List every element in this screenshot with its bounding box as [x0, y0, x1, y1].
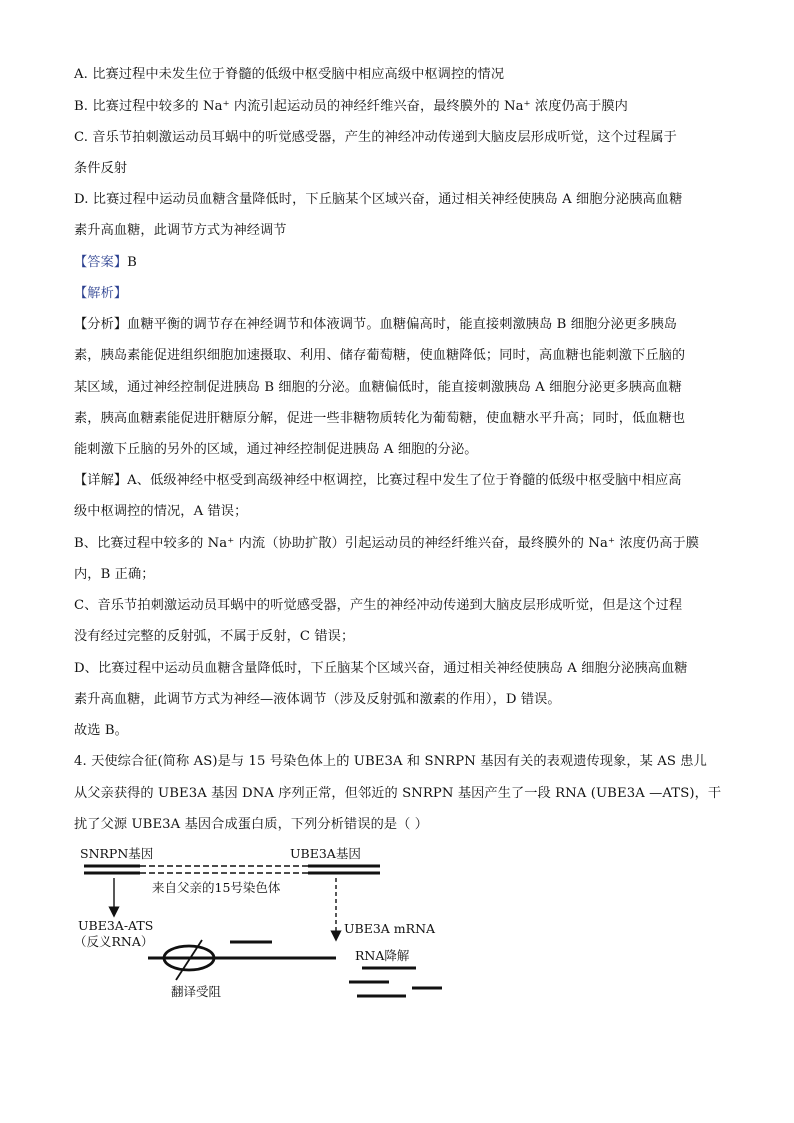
option-c-cont: 条件反射 [74, 161, 128, 176]
question-4-line: 4. 天使综合征(简称 AS)是与 15 号染色体上的 UBE3A 和 SNRPN 基因有关的表观遗传现象，某 AS 患儿 [74, 754, 707, 769]
degraded-rna-fragments [349, 968, 442, 996]
option-c: C. 音乐节拍刺激运动员耳蜗中的听觉感受器，产生的神经冲动传递到大脑皮层形成听觉，这个过程属于 [74, 130, 677, 145]
detail-line: 没有经过完整的反射弧，不属于反射，C 错误； [74, 629, 355, 644]
ube3a-gene-label: UBE3A基因 [290, 846, 361, 861]
analysis-heading [74, 285, 734, 303]
option-a: A. 比赛过程中未发生位于脊髓的低级中枢受脑中相应高级中枢调控的情况 [74, 67, 505, 82]
question-4-line: 从父亲获得的 UBE3A 基因 DNA 序列正常，但邻近的 SNRPN 基因产生了一段 RNA (UBE3A —ATS)，干 [74, 786, 722, 801]
antisense-rna-label: （反义RNA） [74, 934, 154, 949]
option-d-cont: 素升高血糖，此调节方式为神经调节 [74, 223, 287, 238]
answer-line [74, 254, 734, 272]
option-d: D. 比赛过程中运动员血糖含量降低时，下丘脑某个区域兴奋，通过相关神经使胰岛 A 细胞分泌胰高血糖 [74, 192, 683, 207]
detail-first-line [74, 472, 734, 490]
analysis-heading-label: 【解析】 [74, 286, 128, 301]
detail-label: 【详解】 [74, 473, 128, 488]
gene-diagram [74, 842, 494, 1012]
question-4-line: 扰了父源 UBE3A 基因合成蛋白质，下列分析错误的是（ ） [74, 817, 429, 832]
detail-line: 内，B 正确； [74, 567, 155, 582]
analysis-label: 【分析】 [74, 317, 128, 332]
answer-value: B [127, 255, 137, 270]
detail-line: D、比赛过程中运动员血糖含量降低时，下丘脑某个区域兴奋，通过相关神经使胰岛 A 细胞分泌胰高血糖 [74, 661, 688, 676]
translation-blocked-label: 翻译受阻 [171, 984, 222, 999]
detail-line: 级中枢调控的情况，A 错误； [74, 504, 248, 519]
ube3a-mrna-label: UBE3A mRNA [344, 921, 436, 936]
chromosome-dashed [140, 866, 308, 873]
rna-degradation-label: RNA降解 [355, 948, 410, 963]
snrpn-gene-label: SNRPN基因 [80, 846, 154, 861]
detail-line: 素升高血糖，此调节方式为神经—液体调节（涉及反射弧和激素的作用），D 错误。 [74, 692, 561, 707]
option-b: B. 比赛过程中较多的 Na⁺ 内流引起运动员的神经纤维兴奋，最终膜外的 Na⁺ 浓度仍高于膜内 [74, 99, 628, 114]
detail-text: A、低级神经中枢受到高级神经中枢调控，比赛过程中发生了位于脊髓的低级中枢受脑中相应高 [127, 473, 682, 488]
answer-label: 【答案】 [74, 255, 128, 270]
analysis-line: 素，胰高血糖素能促进肝糖原分解，促进一些非糖物质转化为葡萄糖，使血糖水平升高；同时，低血糖也 [74, 411, 686, 426]
detail-conclusion: 故选 B。 [74, 723, 128, 738]
chromosome-label: 来自父亲的15号染色体 [152, 880, 281, 895]
detail-line: B、比赛过程中较多的 Na⁺ 内流（协助扩散）引起运动员的神经纤维兴奋，最终膜外的 Na⁺ 浓度仍高于膜 [74, 536, 700, 551]
ube3a-gene-bar [308, 866, 380, 873]
antisense-rna-name: UBE3A-ATS [78, 918, 154, 933]
analysis-line: 能刺激下丘脑的另外的区域，通过神经控制促进胰岛 A 细胞的分泌。 [74, 442, 478, 457]
analysis-line: 素，胰岛素能促进组织细胞加速摄取、利用、储存葡萄糖，使血糖降低；同时，高血糖也能刺激下丘脑的 [74, 348, 686, 363]
analysis-line: 某区域，通过神经控制促进胰岛 B 细胞的分泌。血糖偏低时，能直接刺激胰岛 A 细胞分泌更多胰高血糖 [74, 380, 682, 395]
detail-line: C、音乐节拍刺激运动员耳蜗中的听觉感受器，产生的神经冲动传递到大脑皮层形成听觉，但是这个过程 [74, 598, 683, 613]
analysis-first-line [74, 316, 734, 334]
snrpn-gene-bar [84, 866, 140, 873]
analysis-text: 血糖平衡的调节存在神经调节和体液调节。血糖偏高时，能直接刺激胰岛 B 细胞分泌更多胰岛 [127, 317, 678, 332]
